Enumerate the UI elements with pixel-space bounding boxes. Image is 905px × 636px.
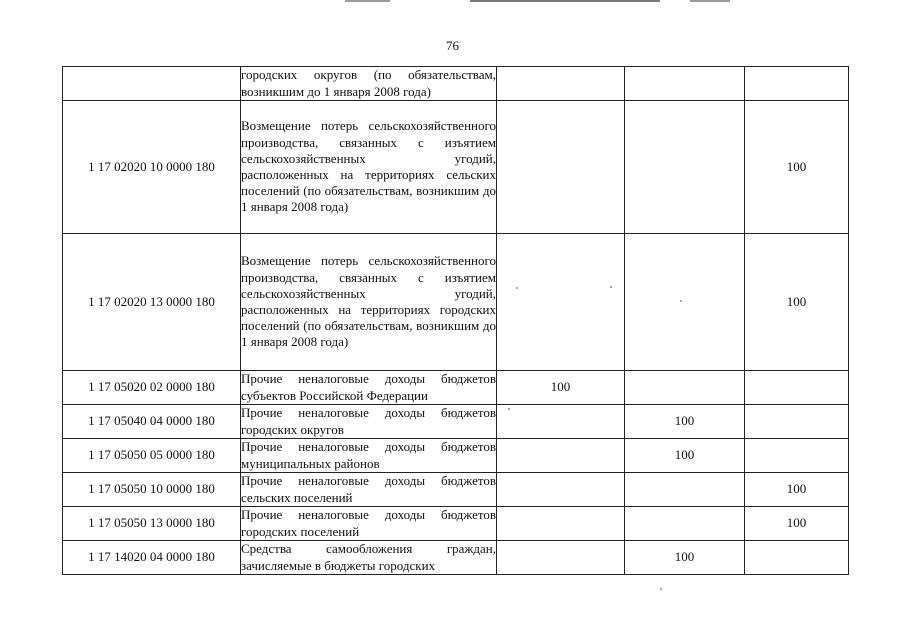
income-description-cell: Прочие неналоговые доходы бюджетов муниципальных районов [241, 439, 496, 471]
income-description-cell: Прочие неналоговые доходы бюджетов городских округов [241, 405, 496, 437]
share-district-cell [625, 67, 745, 101]
table-row [63, 541, 849, 575]
share-settlement-cell: 100 [745, 234, 849, 371]
share-settlement-cell [745, 405, 849, 439]
share-settlement-cell: 100 [745, 473, 849, 507]
income-code-cell: 1 17 05050 05 0000 180 [63, 439, 241, 473]
scan-speck [660, 588, 662, 590]
share-district-cell [625, 234, 745, 371]
share-district-cell: 100 [625, 541, 745, 575]
income-description-cell: городских округов (по обязательствам, возникшим до 1 января 2008 года) [241, 67, 496, 99]
scan-edge-mark [345, 0, 390, 2]
share-district-cell [625, 473, 745, 507]
share-settlement-cell [745, 371, 849, 405]
income-description-cell: Возмещение потерь сельскохозяйственного производства, связанных с изъятием сельскохозяйственных угодий, расположенных на территориях городских поселений (по обязательствам, возникшим до 1 января 2008 года) [241, 234, 497, 371]
share-settlement-cell [745, 67, 849, 101]
share-settlement-cell: 100 [745, 507, 849, 541]
table-row [63, 234, 849, 371]
table-row [63, 507, 849, 541]
share-district-cell [625, 371, 745, 405]
share-regional-cell [497, 473, 625, 507]
share-regional-cell [497, 541, 625, 575]
scan-speck [516, 287, 518, 289]
table-row [63, 101, 849, 234]
income-description-cell: Прочие неналоговые доходы бюджетов городских поселений [241, 507, 496, 539]
share-settlement-cell: 100 [745, 101, 849, 234]
income-code-cell: 1 17 05020 02 0000 180 [63, 371, 241, 405]
income-description-cell: Средства самообложения граждан, зачисляемые в бюджеты городских [241, 541, 496, 573]
income-code-cell: 1 17 05050 10 0000 180 [63, 473, 241, 507]
share-regional-cell [497, 439, 625, 473]
share-district-cell [625, 507, 745, 541]
share-regional-cell [497, 405, 625, 439]
share-regional-cell [497, 101, 625, 234]
share-regional-cell [497, 507, 625, 541]
share-district-cell: 100 [625, 439, 745, 473]
scan-speck [680, 300, 682, 302]
income-description-cell: Возмещение потерь сельскохозяйственного производства, связанных с изъятием сельскохозяйственных угодий, расположенных на территориях сельских поселений (по обязательствам, возникшим до 1 января 2008 года) [241, 101, 497, 234]
table-row [63, 405, 849, 439]
income-code-cell: 1 17 02020 13 0000 180 [63, 234, 241, 371]
share-regional-cell [497, 234, 625, 371]
table-row [63, 439, 849, 473]
share-district-cell [625, 101, 745, 234]
scan-edge-mark [690, 0, 730, 2]
table-row [63, 67, 849, 101]
share-settlement-cell [745, 541, 849, 575]
income-code-cell: 1 17 02020 10 0000 180 [63, 101, 241, 234]
income-description-cell: Прочие неналоговые доходы бюджетов субъектов Российской Федерации [241, 371, 496, 403]
income-code-cell: 1 17 05050 13 0000 180 [63, 507, 241, 541]
income-code-cell [63, 67, 241, 101]
scan-edge-mark [470, 0, 660, 2]
page-number: 76 [446, 38, 459, 53]
table-row [63, 473, 849, 507]
scan-speck [610, 286, 612, 288]
budget-income-table [62, 66, 849, 575]
income-description-cell: Прочие неналоговые доходы бюджетов сельских поселений [241, 473, 496, 505]
share-settlement-cell [745, 439, 849, 473]
income-code-cell: 1 17 05040 04 0000 180 [63, 405, 241, 439]
table-row [63, 371, 849, 405]
share-district-cell: 100 [625, 405, 745, 439]
scan-speck [508, 408, 510, 410]
income-code-cell: 1 17 14020 04 0000 180 [63, 541, 241, 575]
share-regional-cell: 100 [497, 371, 625, 405]
share-regional-cell [497, 67, 625, 101]
